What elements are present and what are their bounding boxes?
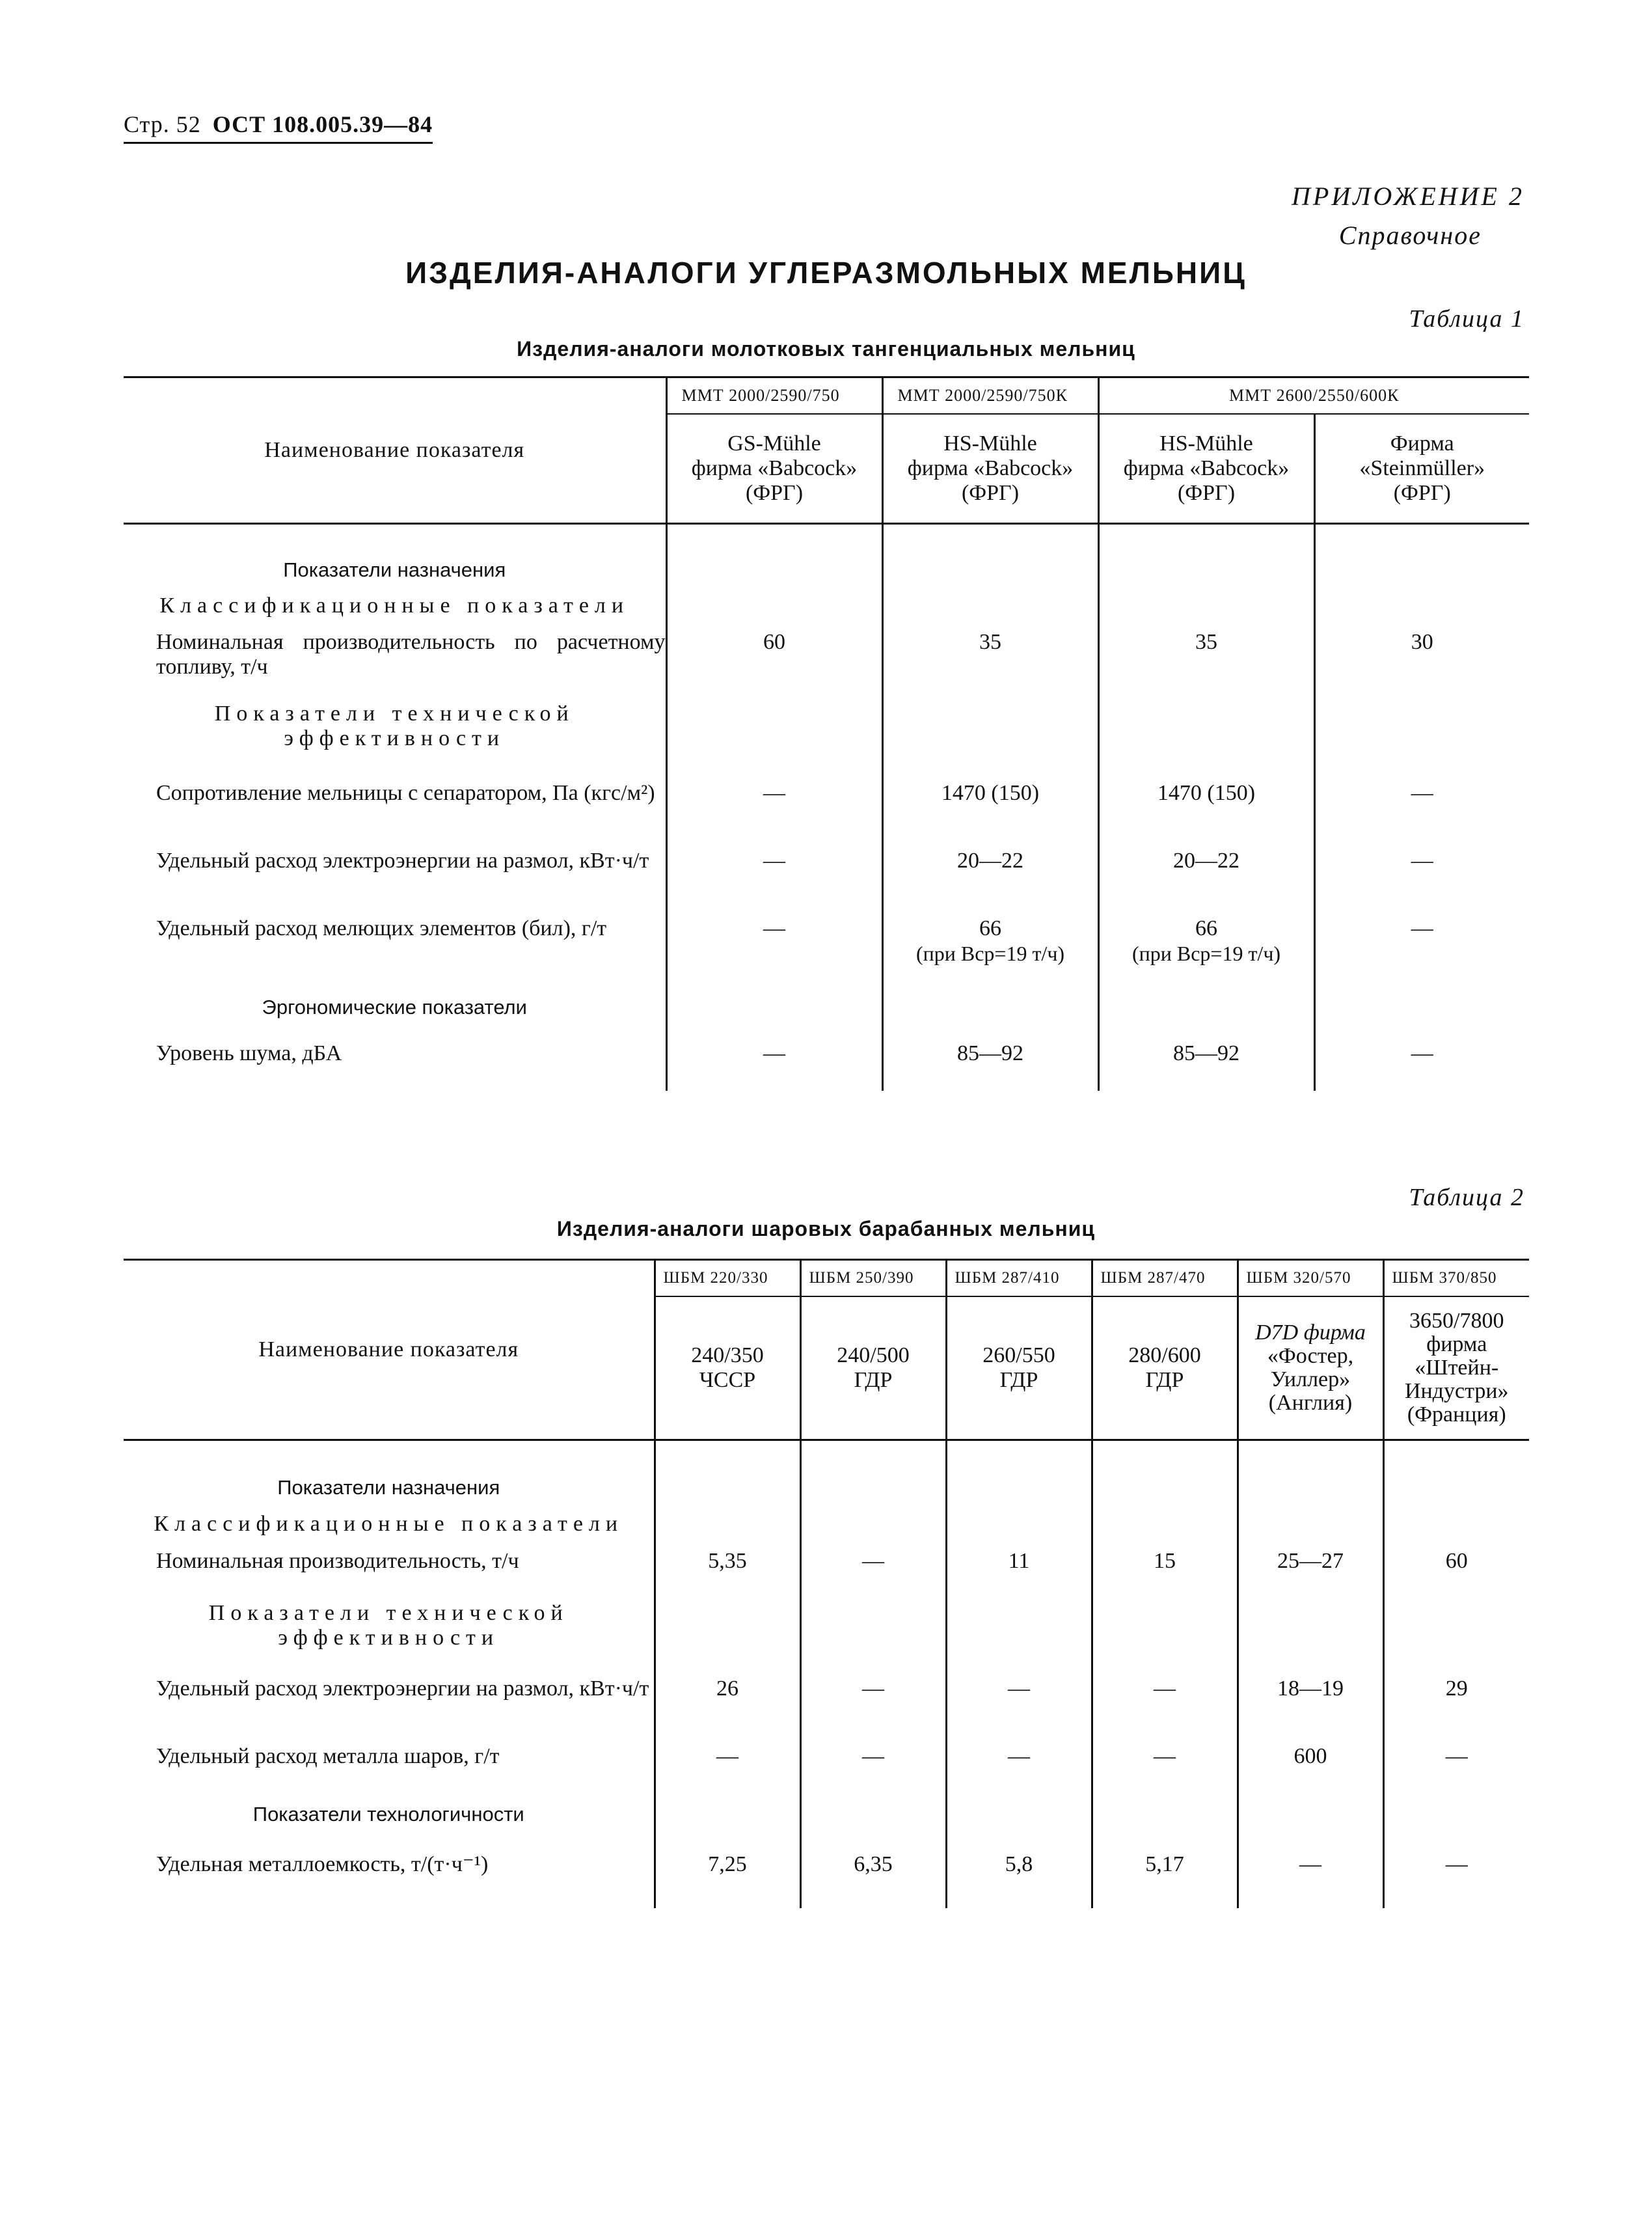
table1-label: Таблица 1 (1409, 305, 1524, 333)
table1-cell: 20—22 (882, 849, 1098, 916)
table2-cell: — (1238, 1848, 1383, 1908)
table1-cell: 35 (1098, 630, 1314, 702)
table2-cell: 29 (1383, 1676, 1529, 1744)
table2-row-balls-name: Удельный расход металла шаров, г/т (156, 1744, 500, 1768)
appendix-label: ПРИЛОЖЕНИЕ 2 (1292, 182, 1524, 211)
table1-row-noise-name: Уровень шума, дБА (156, 1041, 342, 1065)
table1-cell: 60 (666, 630, 882, 702)
table2-cell: 5,8 (946, 1848, 1092, 1908)
table2-cell: 15 (1092, 1549, 1238, 1601)
table1-row-capacity-name: Номинальная производительность по расчетному топливу, т/ч (156, 630, 666, 679)
table2-model: ШБМ 287/410 (946, 1260, 1092, 1297)
table2-cell: — (1383, 1848, 1529, 1908)
table2-cell: — (800, 1549, 946, 1601)
table2-cell: — (655, 1744, 800, 1796)
table1-cell: 1470 (150) (1098, 781, 1314, 849)
table2-analog: 3650/7800 фирма «Штейн- Индустри» (Франция) (1383, 1296, 1529, 1440)
table1 (124, 376, 1529, 1091)
table1-row-power-name: Удельный расход электроэнергии на размол, кВт·ч/т (156, 849, 649, 873)
table1-analog: HS-Mühle фирма «Babcock» (ФРГ) (882, 414, 1098, 524)
table1-cell: 1470 (150) (882, 781, 1098, 849)
table2-section-tech: Показатели технической эффективности (208, 1601, 569, 1650)
table1-cell: — (666, 781, 882, 849)
page-title: ИЗДЕЛИЯ-АНАЛОГИ УГЛЕРАЗМОЛЬНЫХ МЕЛЬНИЦ (405, 256, 1247, 290)
table2-analog: D7D фирма «Фостер, Уиллер» (Англия) (1238, 1296, 1383, 1440)
table1-cell: 85—92 (882, 1037, 1098, 1091)
table2-analog: 240/350 ЧССР (655, 1296, 800, 1440)
table2-name-header: Наименование показателя (124, 1260, 655, 1440)
table2-cell: 60 (1383, 1549, 1529, 1601)
appendix-type: Справочное (1338, 221, 1482, 250)
table1-cell: — (1314, 1037, 1529, 1091)
table1-cell: 30 (1314, 630, 1529, 702)
table1-cell: 66 (при Bср=19 т/ч) (1098, 916, 1314, 989)
table2-cell: 5,17 (1092, 1848, 1238, 1908)
table2-label: Таблица 2 (1409, 1184, 1524, 1211)
table1-section-ergonomic: Эргономические показатели (262, 996, 527, 1019)
document-code: ОСТ 108.005.39—84 (212, 111, 433, 137)
table2-cell: 18—19 (1238, 1676, 1383, 1744)
table2-analog: 280/600 ГДР (1092, 1296, 1238, 1440)
table1-model: ММТ 2600/2550/600К (1098, 377, 1529, 415)
page-header (124, 111, 433, 144)
table2-cell: — (946, 1676, 1092, 1744)
table1-section-classification: Классификационные показатели (159, 594, 630, 618)
table2-model: ШБМ 370/850 (1383, 1260, 1529, 1297)
table2 (124, 1259, 1529, 1908)
table1-cell: — (666, 916, 882, 989)
table2-cell: — (800, 1676, 946, 1744)
table2-cell: — (1383, 1744, 1529, 1796)
table2-caption: Изделия-аналоги шаровых барабанных мельниц (556, 1217, 1096, 1240)
table2-section-purpose: Показатели назначения (277, 1476, 500, 1499)
table1-caption: Изделия-аналоги молотковых тангенциальных мельниц (517, 337, 1135, 361)
table2-row-metal-name: Удельная металлоемкость, т/(т·ч⁻¹) (156, 1852, 489, 1876)
table2-cell: 600 (1238, 1744, 1383, 1796)
table1-cell: — (666, 849, 882, 916)
table1-analog: Фирма «Steinmüller» (ФРГ) (1314, 414, 1529, 524)
table2-analog: 240/500 ГДР (800, 1296, 946, 1440)
table1-cell: 85—92 (1098, 1037, 1314, 1091)
table2-cell: 6,35 (800, 1848, 946, 1908)
table2-model: ШБМ 220/330 (655, 1260, 800, 1297)
table1-model: ММТ 2000/2590/750К (882, 377, 1098, 415)
table2-section-classification: Классификационные показатели (154, 1512, 624, 1536)
table2-cell: 7,25 (655, 1848, 800, 1908)
table2-cell: — (1092, 1744, 1238, 1796)
table2-cell: — (1092, 1676, 1238, 1744)
table1-model: ММТ 2000/2590/750 (666, 377, 882, 415)
table2-model: ШБМ 250/390 (800, 1260, 946, 1297)
table2-cell: 11 (946, 1549, 1092, 1601)
table1-section-tech: Показатели технической эффективности (214, 702, 575, 750)
table1-analog: HS-Mühle фирма «Babcock» (ФРГ) (1098, 414, 1314, 524)
table1-analog: GS-Mühle фирма «Babcock» (ФРГ) (666, 414, 882, 524)
table1-cell: 20—22 (1098, 849, 1314, 916)
table2-cell: 5,35 (655, 1549, 800, 1601)
table2-cell: — (946, 1744, 1092, 1796)
table2-cell: 26 (655, 1676, 800, 1744)
table1-cell: — (1314, 849, 1529, 916)
table1-name-header: Наименование показателя (124, 377, 666, 524)
table2-model: ШБМ 320/570 (1238, 1260, 1383, 1297)
table2-analog: 260/550 ГДР (946, 1296, 1092, 1440)
table1-row-wear-name: Удельный расход мелющих элементов (бил), г/т (156, 916, 607, 940)
table1-cell: — (1314, 781, 1529, 849)
table1-cell: — (1314, 916, 1529, 989)
table1-row-resistance-name: Сопротивление мельницы с сепаратором, Па (кгс/м²) (156, 781, 655, 805)
table2-cell: 25—27 (1238, 1549, 1383, 1601)
table2-row-capacity-name: Номинальная производительность, т/ч (156, 1549, 519, 1573)
table2-row-power-name: Удельный расход электроэнергии на размол, кВт·ч/т (156, 1676, 649, 1701)
table2-section-technology: Показатели технологичности (252, 1803, 524, 1826)
table1-cell: 35 (882, 630, 1098, 702)
table1-cell: 66 (при Bср=19 т/ч) (882, 916, 1098, 989)
page-number: Стр. 52 (124, 111, 201, 137)
table1-section-purpose: Показатели назначения (283, 558, 506, 581)
table1-cell: — (666, 1037, 882, 1091)
table2-cell: — (800, 1744, 946, 1796)
table2-model: ШБМ 287/470 (1092, 1260, 1238, 1297)
